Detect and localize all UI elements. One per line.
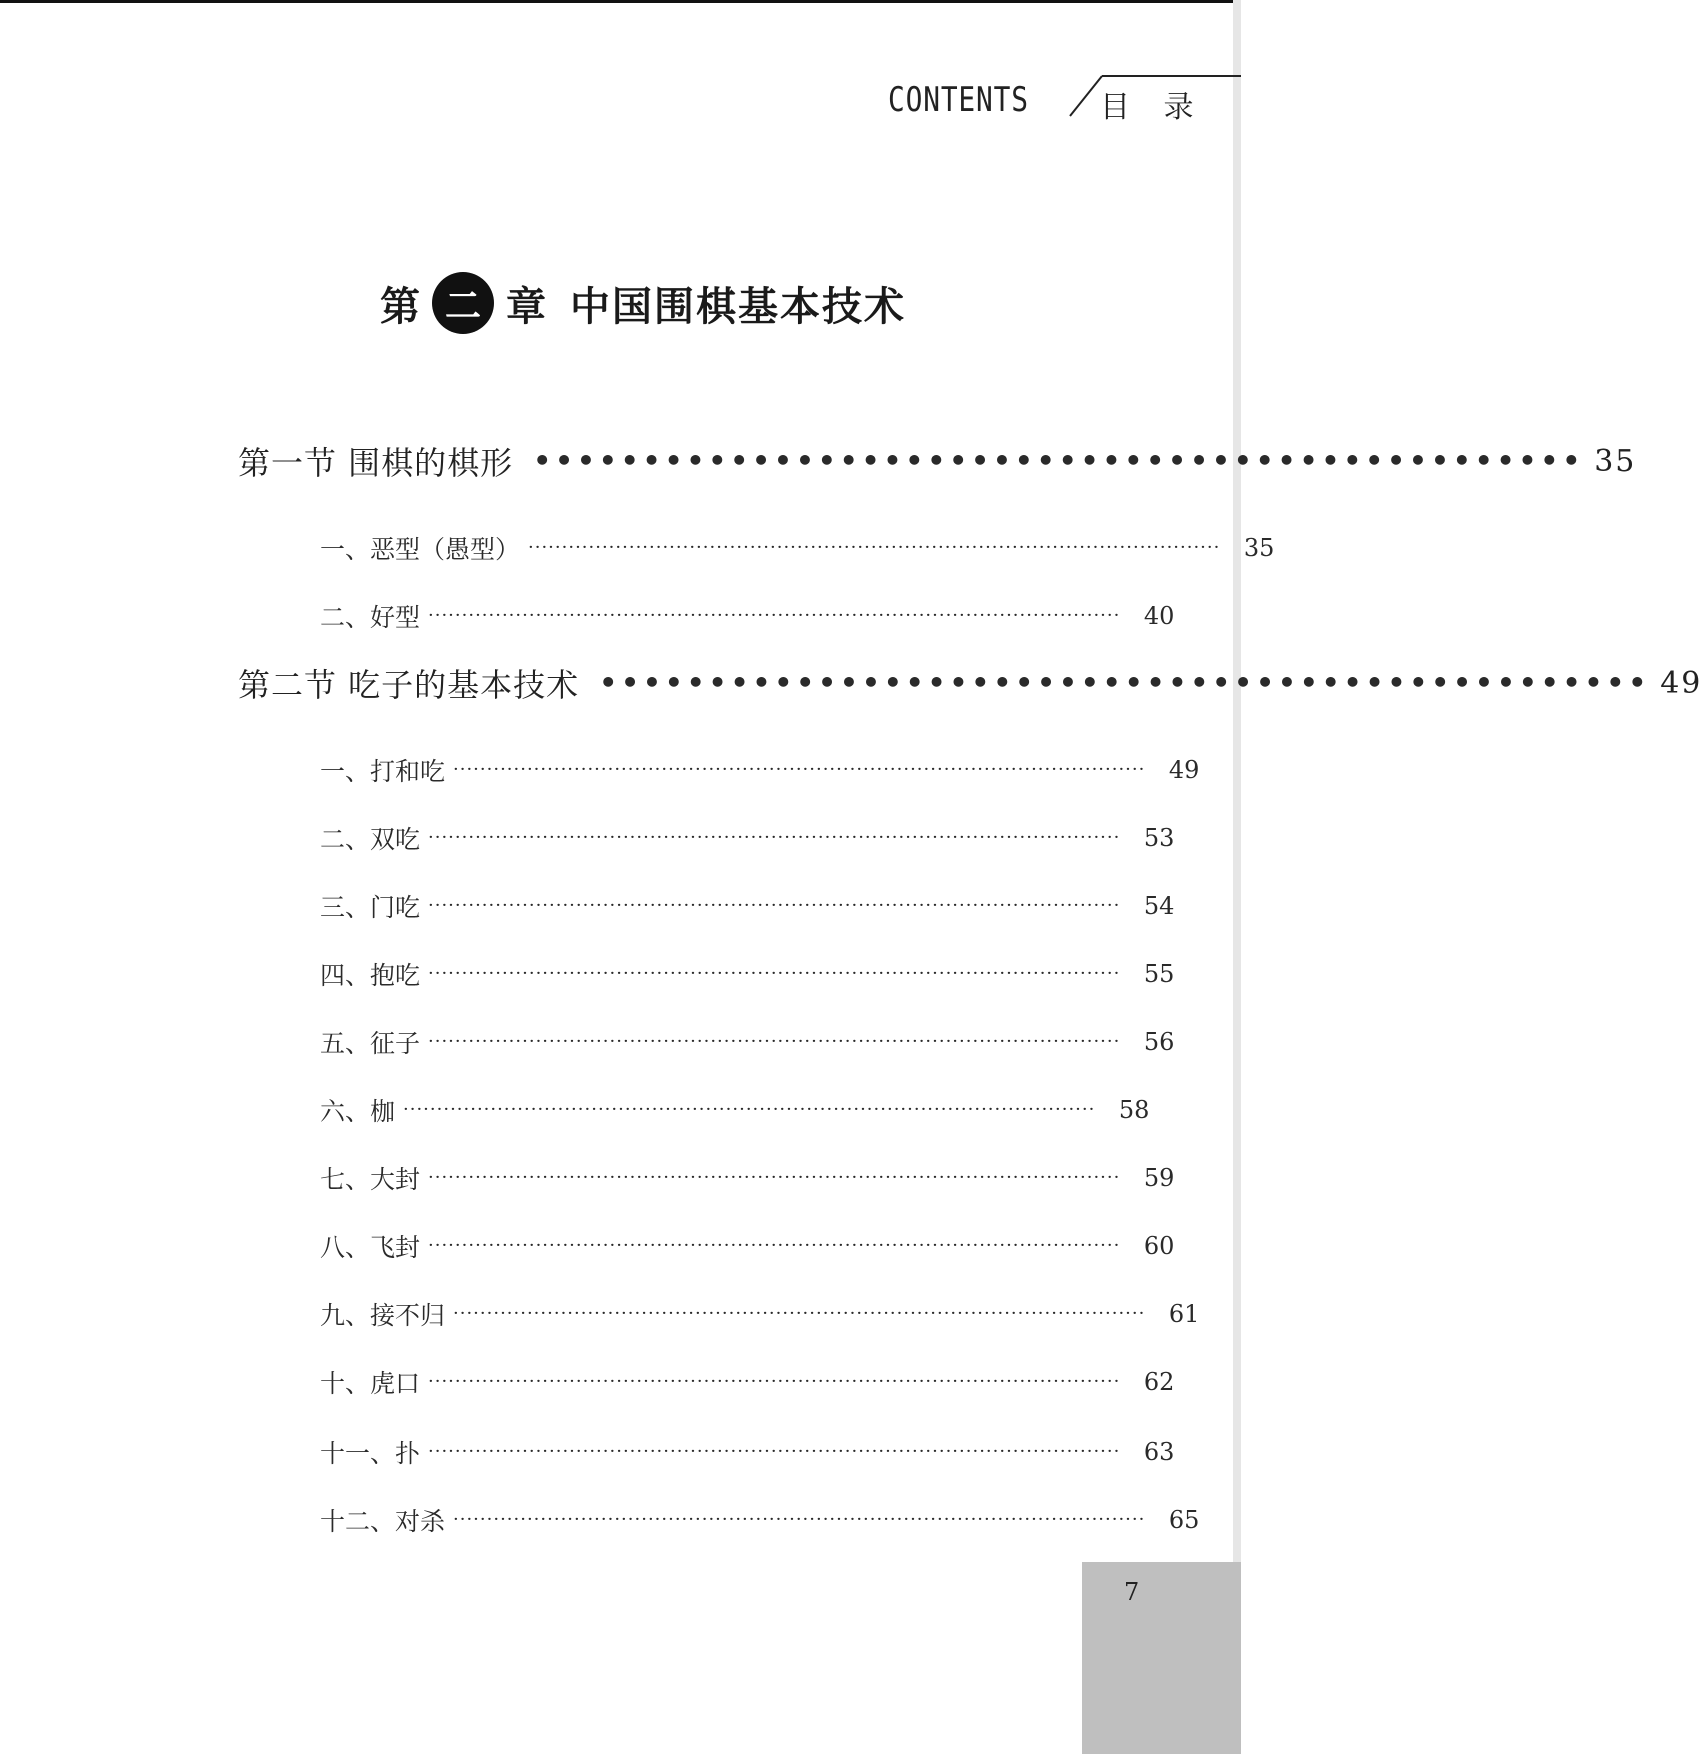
- dot-leader: ·······································································································: [428, 1167, 1121, 1188]
- toc-page-number: 53: [1143, 824, 1175, 852]
- toc-label: 十二、对杀: [320, 1507, 446, 1536]
- toc-page-number: 58: [1118, 1096, 1150, 1124]
- dot-leader: ••••••••••••••••••••••••••••••••••••••••••••••••: [533, 444, 1585, 477]
- toc-section[interactable]: [238, 660, 1702, 706]
- toc-item[interactable]: [320, 1434, 1175, 1470]
- dot-leader: ·······································································································: [403, 1099, 1096, 1120]
- dot-leader: ·······································································································: [428, 895, 1121, 916]
- top-rule: [0, 0, 1241, 3]
- toc-item[interactable]: [320, 1364, 1175, 1400]
- chapter-suffix: 章: [506, 283, 546, 330]
- toc-label: 二、双吃: [320, 825, 421, 854]
- toc-item[interactable]: [320, 1024, 1175, 1060]
- toc-label: 第二节 吃子的基本技术: [238, 666, 580, 704]
- toc-page-number: 55: [1143, 960, 1175, 988]
- header-contents-label: CONTENTS: [888, 80, 1029, 120]
- dot-leader: ·······································································································: [428, 1031, 1121, 1052]
- toc-label: 一、打和吃: [320, 757, 446, 786]
- page-number-tab: [1082, 1562, 1241, 1754]
- toc-label: 十、虎口: [320, 1369, 421, 1398]
- toc-page-number: 60: [1143, 1232, 1175, 1260]
- toc-page-number: 56: [1143, 1028, 1175, 1056]
- toc-label: 七、大封: [320, 1165, 421, 1194]
- page-number: 7: [1124, 1578, 1140, 1606]
- dot-leader: ·······································································································: [428, 1371, 1121, 1392]
- dot-leader: ·······································································································: [428, 963, 1121, 984]
- dot-leader: ••••••••••••••••••••••••••••••••••••••••••••••••: [599, 666, 1651, 699]
- toc-page-number: 61: [1168, 1300, 1200, 1328]
- toc-page-number: 35: [1243, 534, 1275, 562]
- toc-item[interactable]: [320, 1160, 1175, 1196]
- dot-leader: ·······································································································: [453, 1303, 1146, 1324]
- header-mulu-label: 目 录: [1100, 90, 1206, 125]
- dot-leader: ·······································································································: [453, 1509, 1146, 1530]
- dot-leader: ·······································································································: [428, 605, 1121, 626]
- toc-page-number: 59: [1143, 1164, 1175, 1192]
- toc-label: 九、接不归: [320, 1301, 446, 1330]
- dot-leader: ·······································································································: [428, 827, 1121, 848]
- toc-page-number: 49: [1168, 756, 1200, 784]
- toc-item[interactable]: [320, 1228, 1175, 1264]
- toc-label: 一、恶型（愚型）: [320, 535, 521, 564]
- dot-leader: ·······································································································: [453, 759, 1146, 780]
- toc-label: 十一、扑: [320, 1439, 421, 1468]
- toc-page-number: 35: [1594, 443, 1637, 479]
- toc-page-number: 40: [1143, 602, 1175, 630]
- dot-leader: ·······································································································: [428, 1441, 1121, 1462]
- toc-item[interactable]: [320, 888, 1175, 924]
- toc-page-number: 62: [1143, 1368, 1175, 1396]
- toc-label: 第一节 围棋的棋形: [238, 444, 514, 482]
- toc-page-number: 49: [1660, 665, 1702, 701]
- toc-item[interactable]: [320, 1296, 1200, 1332]
- chapter-prefix: 第: [380, 283, 420, 330]
- chapter-title: [380, 268, 906, 338]
- toc-label: 八、飞封: [320, 1233, 421, 1262]
- toc-item[interactable]: [320, 752, 1200, 788]
- running-header: [880, 72, 1241, 132]
- chapter-title-text: 中国围棋基本技术: [570, 283, 906, 330]
- dot-leader: ·······································································································: [428, 1235, 1121, 1256]
- toc-label: 四、抱吃: [320, 961, 421, 990]
- toc-page-number: 54: [1143, 892, 1175, 920]
- page-edge: [1233, 0, 1241, 1754]
- toc-item[interactable]: [320, 820, 1175, 856]
- toc-item[interactable]: [320, 1092, 1150, 1128]
- toc-item[interactable]: [320, 956, 1175, 992]
- toc-section[interactable]: [238, 438, 1637, 484]
- dot-leader: ·······································································································: [528, 537, 1221, 558]
- toc-label: 六、枷: [320, 1097, 396, 1126]
- toc-item[interactable]: [320, 1502, 1200, 1538]
- toc-page-number: 63: [1143, 1438, 1175, 1466]
- toc-item[interactable]: [320, 530, 1275, 566]
- toc-item[interactable]: [320, 598, 1175, 634]
- toc-label: 二、好型: [320, 603, 421, 632]
- chapter-number-badge: 二: [432, 272, 494, 334]
- toc-label: 三、门吃: [320, 893, 421, 922]
- toc-page-number: 65: [1168, 1506, 1200, 1534]
- toc-label: 五、征子: [320, 1029, 421, 1058]
